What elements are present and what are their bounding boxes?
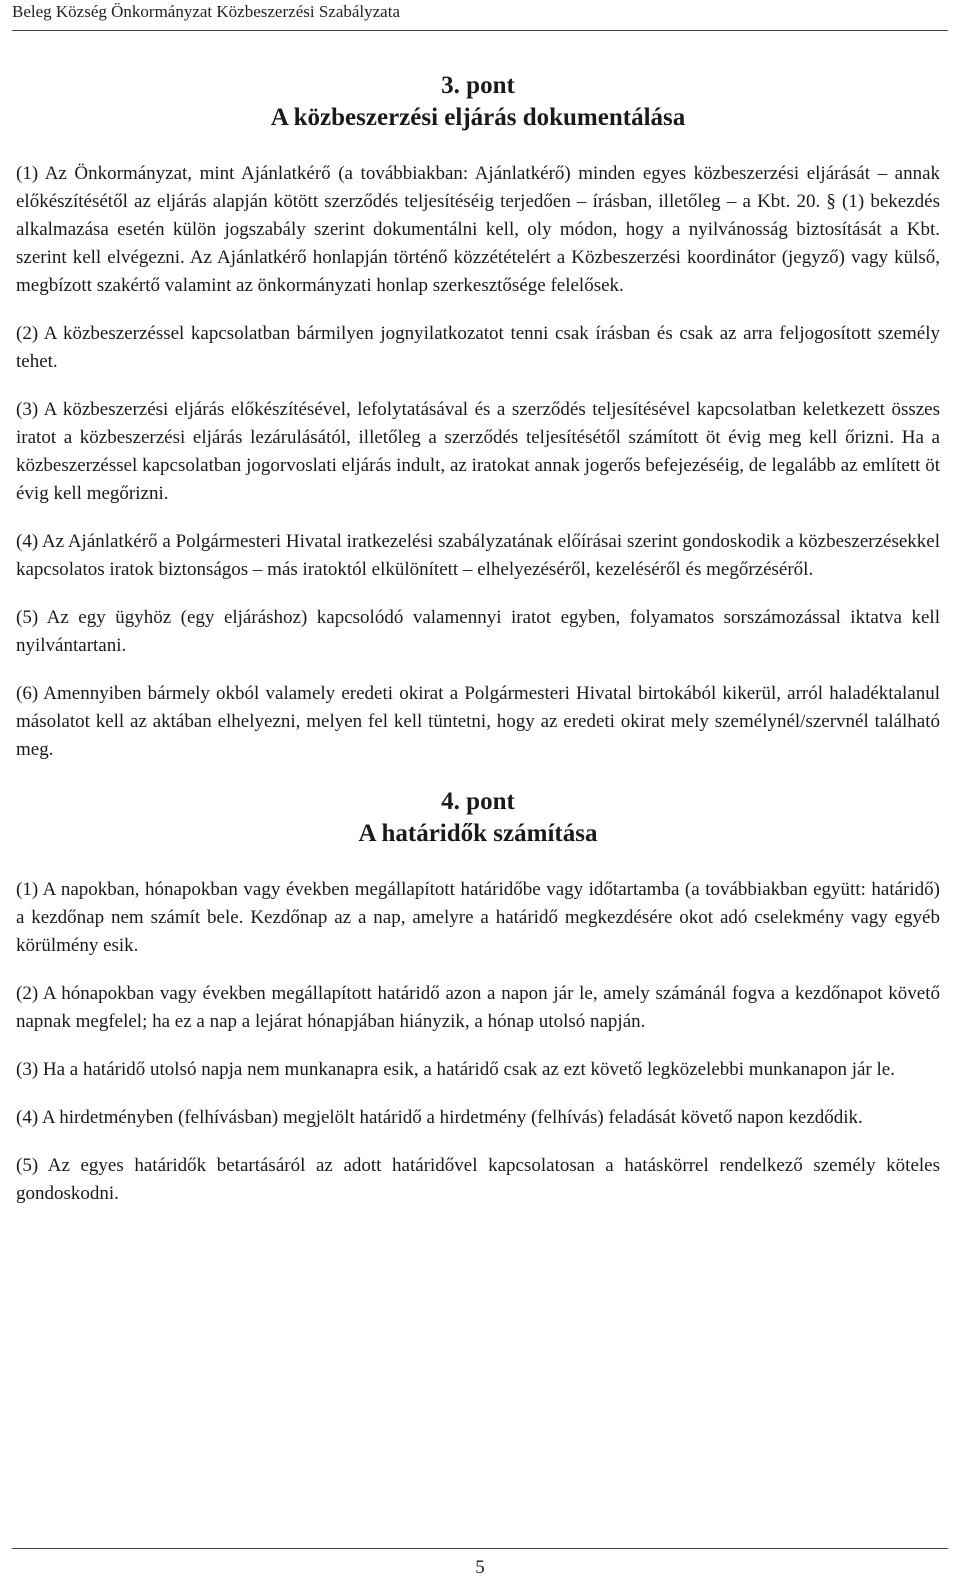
- paragraph-text: Az Ajánlatkérő a Polgármesteri Hivatal iratkezelési szabályzatának előírásai szerint gondoskodik a közbeszerzésekkel kapcsolatos iratok biztonságos – más iratoktól elkülönített – elhelyezéséről, kezeléséről és megőrzéséről.: [16, 531, 940, 580]
- paragraph-text: Az Önkormányzat, mint Ajánlatkérő (a továbbiakban: Ajánlatkérő) minden egyes közbeszerzési eljárását – annak előkészítésétől az eljárás alapján kötött szerződés teljesítéséig terjedően – írásban, illetőleg – a Kbt. 20. § (1) bekezdés alkalmazása esetén külön jogszabály szerint dokumentálni kell, oly módon, hogy a nyilvánosság biztosítását a Kbt. szerint kell elvégezni. Az Ajánlatkérő honlapján történő közzétételért a Közbeszerzési koordinátor (jegyző) vagy külső, megbízott szakértő valamint az önkormányzati honlap szerkesztősége felelősek.: [16, 163, 941, 296]
- paragraph: [16, 876, 940, 960]
- section-4: [16, 786, 940, 1208]
- paragraph: [16, 604, 940, 660]
- paragraph-number: (2): [16, 983, 39, 1004]
- section-3: [16, 70, 940, 764]
- page-footer: [12, 1548, 948, 1589]
- paragraph-number: (4): [16, 1107, 39, 1128]
- document-body: [16, 70, 940, 1228]
- paragraph-text: Ha a határidő utolsó napja nem munkanapra esik, a határidő csak az ezt követő legközelebbi munkanapon jár le.: [42, 1059, 895, 1080]
- paragraph-number: (5): [16, 607, 39, 628]
- paragraph: [16, 1056, 940, 1084]
- paragraph-number: (1): [16, 879, 39, 900]
- paragraph-text: Amennyiben bármely okból valamely eredeti okirat a Polgármesteri Hivatal birtokából kikerül, arról haladéktalanul másolatot kell az aktában elhelyezni, melyen fel kell tüntetni, hogy az eredeti okirat mely személynél/szervnél található meg.: [16, 683, 940, 760]
- paragraph-text: A hónapokban vagy években megállapított határidő azon a napon jár le, amely számánál fogva a kezdőnapot követő napnak megfelel; ha ez a nap a lejárat hónapjában hiányzik, a hónap utolsó napján.: [16, 983, 941, 1032]
- paragraph-text: Az egy ügyhöz (egy eljáráshoz) kapcsolódó valamennyi iratot egyben, folyamatos sorszámozással iktatva kell nyilvántartani.: [16, 607, 940, 656]
- section-title: A közbeszerzési eljárás dokumentálása: [270, 104, 686, 131]
- paragraph-number: (2): [16, 323, 39, 344]
- paragraph: [16, 396, 940, 508]
- page-number: 5: [475, 1557, 485, 1578]
- paragraph: [16, 320, 940, 376]
- paragraph-text: A napokban, hónapokban vagy években megállapított határidőbe vagy időtartamba (a továbbiakban együtt: határidő) a kezdőnap nem számít bele. Kezdőnap az a nap, amelyre a határidő megkezdésére okot adó cselekmény vagy egyéb körülmény esik.: [16, 879, 940, 956]
- section-number: 3. pont: [441, 72, 515, 99]
- section-number: 4. pont: [441, 788, 515, 815]
- paragraph-number: (3): [16, 399, 39, 420]
- paragraph-number: (6): [16, 683, 39, 704]
- paragraph: [16, 528, 940, 584]
- paragraph: [16, 160, 940, 300]
- paragraph-number: (1): [16, 163, 39, 184]
- paragraph-number: (5): [16, 1155, 39, 1176]
- page-header: [12, 0, 948, 31]
- paragraph-text: A közbeszerzési eljárás előkészítésével, lefolytatásával és a szerződés teljesítésével kapcsolatban keletkezett összes iratot a közbeszerzési eljárás lezárulásától, illetőleg a szerződés teljesítésétől számított öt évig meg kell őrizni. Ha a közbeszerzéssel kapcsolatban jogorvoslati eljárás indult, az iratokat annak jogerős befejezéséig, de legalább az említett öt évig kell megőrizni.: [16, 399, 940, 504]
- section-title: A határidők számítása: [358, 820, 598, 847]
- paragraph-number: (4): [16, 531, 39, 552]
- paragraph-text: Az egyes határidők betartásáról az adott határidővel kapcsolatosan a hatáskörrel rendelkező személy köteles gondoskodni.: [16, 1155, 941, 1204]
- paragraph: [16, 980, 940, 1036]
- paragraph: [16, 680, 940, 764]
- paragraph-number: (3): [16, 1059, 39, 1080]
- paragraph: [16, 1152, 940, 1208]
- header-title: Beleg Község Önkormányzat Közbeszerzési Szabályzata: [12, 2, 400, 21]
- paragraph: [16, 1104, 940, 1132]
- paragraph-text: A közbeszerzéssel kapcsolatban bármilyen jognyilatkozatot tenni csak írásban és csak az arra feljogosított személy tehet.: [16, 323, 940, 372]
- paragraph-text: A hirdetményben (felhívásban) megjelölt határidő a hirdetmény (felhívás) feladását követő napon kezdődik.: [41, 1107, 863, 1128]
